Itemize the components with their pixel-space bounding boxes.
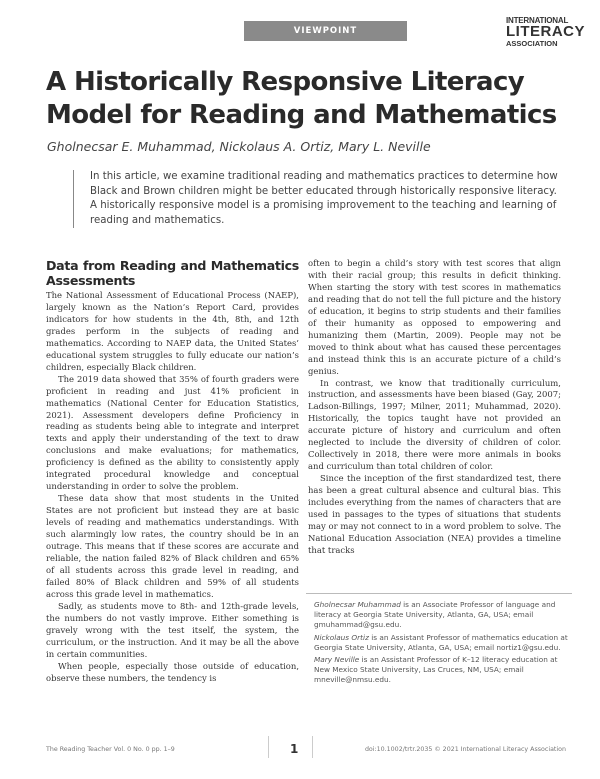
body-paragraph: Sadly, as students move to 8th- and 12th-grade levels, the numbers do not vastly improve. Either something is gravely wrong with the test itself, the system, the curriculum, or the instruction. And it may be all the above in certain communities. [46,600,299,659]
left-column [46,258,299,684]
author-bio-text: is an Assistant Professor of mathematics education at Georgia State University, Atlanta, GA, USA; email nortiz1@gsu.edu. [314,632,568,652]
article-title: A Historically Responsive Literacy Model for Reading and Mathematics [46,67,557,130]
body-paragraph: These data show that most students in the United States are not proficient but instead they are at basic levels of reading and mathematics understandings. With such alarmingly low rates, the country should be in an outrage. This means that if these scores are accurate and reliable, the nation failed 82% of Black children and 65% of all students across this grade level in reading, and failed 80% of Black children and 59% of all students across this grade level in mathematics. [46,493,299,599]
footer-doi: doi:10.1002/trtr.2035 © 2021 International Literacy Association [364,746,566,753]
author-bio [314,655,572,686]
logo-line-2: LITERACY [506,23,585,40]
page-number: 1 [290,742,299,756]
author-bio-text: is an Assistant Professor of K–12 literacy education at New Mexico State University, Las Cruces, NM, USA; email mneville@nmsu.edu. [314,655,558,685]
body-paragraph: The National Assessment of Educational Process (NAEP), largely known as the Nation’s Report Card, provides indicators for how students in the 4th, 8th, and 12th grades perform in the subjects of reading and mathematics. According to NAEP data, the United States’ educational system struggles to fully educate our nation’s children, especially Black children. [46,290,299,372]
footer-journal-info: The Reading Teacher Vol. 0 No. 0 pp. 1–9 [46,746,175,753]
author-bio-name: Mary Neville [314,655,360,665]
footer-divider [312,736,313,758]
author-bios [306,593,572,692]
right-column [308,258,561,557]
article-abstract: In this article, we examine traditional reading and mathematics practices to determine how Black and Brown children might be better educated through historically responsive literacy. A historically responsive model is a promising improvement to the teaching and learning of reading and mathematics. [73,170,560,228]
author-bio-text: is an Associate Professor of language and literacy at Georgia State University, Atlanta, GA, USA; email gmuhammad@gsu.edu. [314,600,556,630]
author-bio [314,633,572,653]
section-heading: Data from Reading and Mathematics Assessments [46,258,299,288]
publisher-logo [506,16,585,48]
page-footer [46,742,566,756]
body-paragraph: The 2019 data showed that 35% of fourth graders were proficient in reading and just 41% proficient in mathematics (National Center for Education Statistics, 2021). Assessment developers define Proficiency in reading as students being able to integrate and interpret texts and apply their understanding of the text to draw conclusions and make evaluations; for mathematics, proficiency is defined as the ability to consistently apply integrated procedural knowledge and conceptual understanding in order to solve the problem. [46,373,299,492]
body-paragraph: In contrast, we know that traditionally curriculum, instruction, and assessments have been biased (Gay, 2007; Ladson-Billings, 1997; Milner, 2011; Muhammad, 2020). Historically, the topics taught have not provided an accurate picture of history and curriculum and often neglected to include the diversity of children of color. Collectively in 2018, there were more animals in books and curriculum than total children of color. [308,377,561,472]
article-authors: Gholnecsar E. Muhammad, Nickolaus A. Ortiz, Mary L. Neville [47,139,431,154]
body-paragraph: Since the inception of the first standardized test, there has been a great cultural absence and cultural bias. This includes everything from the names of characters that are used in passages to the types of situations that students may or may not connect to in a word problem to solve. The National Education Association (NEA) provides a timeline that tracks [308,473,561,555]
body-paragraph: When people, especially those outside of education, observe these numbers, the tendency is [46,660,299,683]
logo-line-3: ASSOCIATION [506,39,558,48]
logo-line-1: INTERNATIONAL [506,16,569,25]
author-bio-name: Gholnecsar Muhammad [314,600,401,609]
section-label: VIEWPOINT [244,21,407,41]
author-bio [314,600,572,631]
author-bio-name: Nickolaus Ortiz [314,632,369,642]
body-paragraph: often to begin a child’s story with test scores that align with their racial group; this results in deficit thinking. When starting the story with test scores in mathematics and reading that do not tell the full picture and the history of education, it begins to strip students and their families of their humanity as opposed to empowering and humanizing them (Martin, 2009). People may not be moved to think about what has caused these percentages and instead think this is an accurate picture of a child’s genius. [308,258,561,376]
footer-divider [268,736,269,758]
